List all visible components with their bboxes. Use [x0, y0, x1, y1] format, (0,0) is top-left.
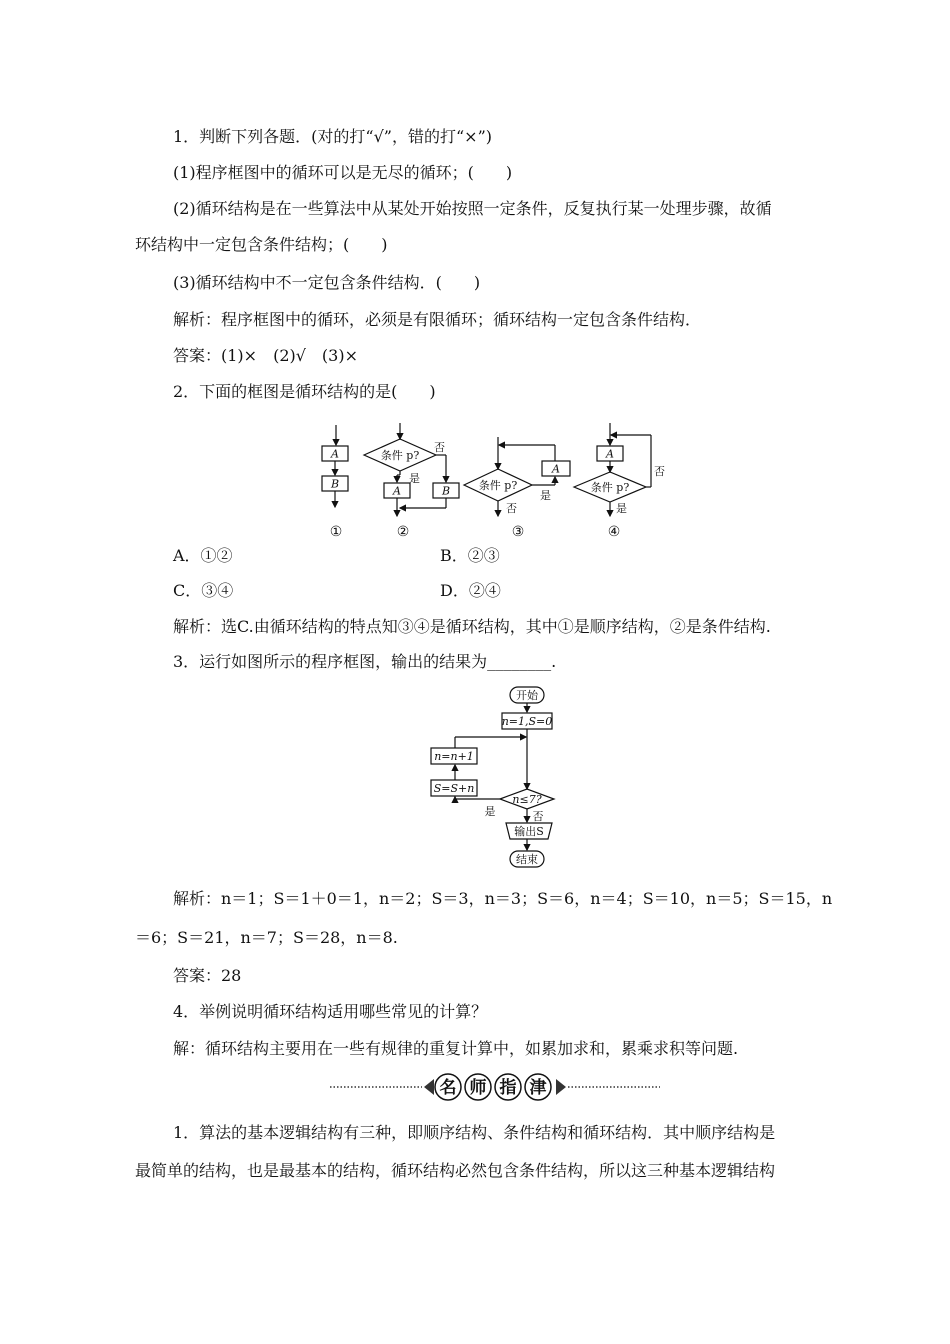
fig2-no-label: 否	[434, 441, 445, 454]
q2-option-d: D．②④	[440, 581, 501, 600]
fig3-no-label: 否	[506, 502, 517, 515]
q2-title: 2．下面的框图是循环结构的是( )	[173, 382, 436, 401]
fig-number-3: ③	[511, 524, 525, 540]
q3-analysis-line-2: ＝6；S＝21，n＝7；S＝28，n＝8.	[135, 928, 398, 947]
teacher-tips-banner	[330, 1067, 660, 1107]
flow-start-text: 开始	[516, 689, 538, 702]
fig-number-1: ①	[329, 524, 343, 540]
banner-left-arrow	[424, 1079, 434, 1095]
flow-condition-text: n≤7?	[512, 793, 542, 806]
q1-title: 1．判断下列各题．(对的打“√”，错的打“×”)	[173, 127, 492, 146]
fig3-label-a: A	[552, 462, 560, 476]
fig2-yes-label: 是	[409, 472, 420, 485]
q2-analysis: 解析：选C.由循环结构的特点知③④是循环结构，其中①是顺序结构，②是条件结构.	[173, 617, 771, 636]
q3-title: 3．运行如图所示的程序框图，输出的结果为________.	[173, 652, 557, 671]
fig4-yes-label: 是	[616, 502, 627, 515]
banner-right-arrow	[556, 1079, 566, 1095]
fig4-no-label: 否	[654, 465, 665, 478]
fig-number-4: ④	[607, 524, 621, 540]
flow-init-text: n=1,S=0	[501, 715, 553, 728]
q1-item-1: (1)程序框图中的循环可以是无尽的循环；( )	[173, 163, 513, 182]
q1-item-2-line-2: 环结构中一定包含条件结构；( )	[135, 235, 388, 254]
fig3-condition-text: 条件 p?	[478, 479, 518, 492]
q3-flowchart	[420, 683, 570, 873]
flow-s-accumulate-text: S=S+n	[433, 782, 475, 795]
q1-item-2-line-1: (2)循环结构是在一些算法中从某处开始按照一定条件，反复执行某一处理步骤，故循	[173, 199, 772, 218]
q2-option-a: A．①②	[173, 546, 233, 565]
q4-solution: 解：循环结构主要用在一些有规律的重复计算中，如累加求和，累乘求积等问题.	[173, 1039, 739, 1058]
fig1-label-a: A	[331, 447, 339, 461]
q3-answer: 答案：28	[173, 966, 242, 985]
flow-n-increment-text: n=n+1	[434, 750, 474, 763]
q1-analysis: 解析：程序框图中的循环，必须是有限循环；循环结构一定包含条件结构．	[173, 310, 702, 329]
q3-analysis-line-1: 解析：n＝1；S＝1＋0＝1，n＝2；S＝3，n＝3；S＝6，n＝4；S＝10，n＝5；S＝15，n	[173, 889, 833, 908]
banner-char-2: 师	[469, 1078, 487, 1098]
notes-line-1: 1．算法的基本逻辑结构有三种，即顺序结构、条件结构和循环结构．其中顺序结构是	[173, 1123, 776, 1142]
fig-number-2: ②	[396, 524, 410, 540]
flow-no-label: 否	[532, 810, 544, 823]
banner-char-3: 指	[499, 1078, 517, 1098]
q1-item-3: (3)循环结构中不一定包含条件结构．( )	[173, 273, 481, 292]
notes-line-2: 最简单的结构，也是最基本的结构，循环结构必然包含条件结构，所以这三种基本逻辑结构	[135, 1161, 776, 1180]
q2-option-c: C．③④	[173, 581, 234, 600]
banner-char-4: 津	[529, 1078, 547, 1098]
flow-end-text: 结束	[516, 853, 538, 866]
fig4-label-a: A	[606, 447, 614, 461]
q2-option-b: B．②③	[440, 546, 500, 565]
flow-yes-label: 是	[484, 805, 496, 818]
fig4-condition-text: 条件 p?	[590, 481, 630, 494]
fig2-label-a: A	[393, 484, 401, 498]
q1-answer: 答案：(1)× (2)√ (3)×	[173, 346, 359, 365]
q2-flowchart-figure	[300, 415, 680, 545]
fig3-yes-label: 是	[540, 489, 551, 502]
fig1-label-b: B	[330, 477, 340, 491]
flow-output-text: 输出S	[514, 825, 544, 838]
fig2-condition-text: 条件 p?	[380, 449, 420, 462]
q4-title: 4．举例说明循环结构适用哪些常见的计算？	[173, 1002, 488, 1021]
banner-char-1: 名	[439, 1078, 457, 1098]
fig2-label-b: B	[441, 484, 451, 498]
